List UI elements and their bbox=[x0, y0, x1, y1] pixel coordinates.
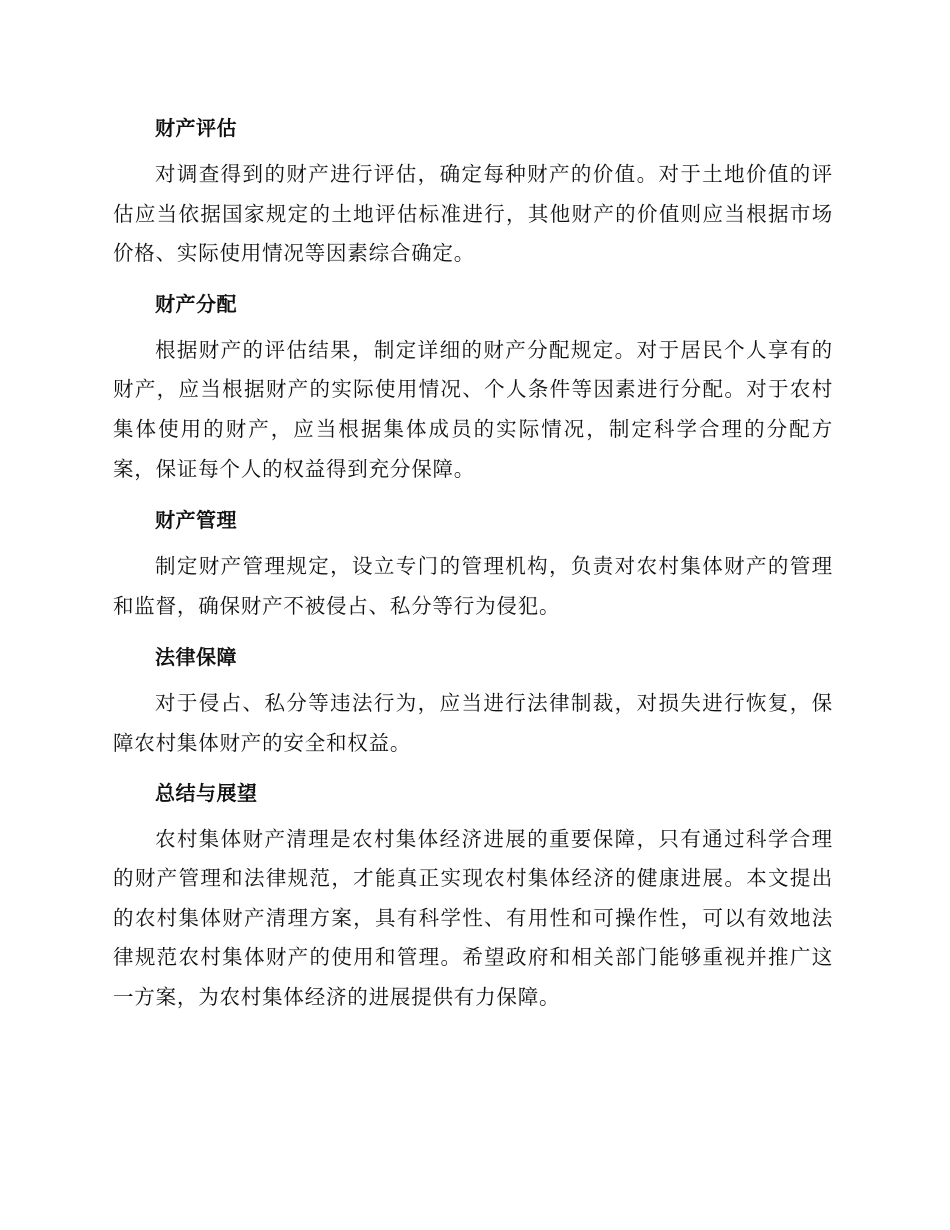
section-heading: 财产管理 bbox=[155, 508, 237, 533]
section-legal-protection bbox=[113, 637, 833, 763]
section-summary-outlook bbox=[113, 773, 833, 1018]
section-property-distribution bbox=[113, 284, 833, 489]
section-heading: 财产分配 bbox=[155, 291, 237, 316]
section-property-assessment bbox=[113, 108, 833, 274]
section-heading: 总结与展望 bbox=[155, 780, 258, 805]
section-heading: 法律保障 bbox=[155, 645, 237, 670]
document-body bbox=[113, 108, 833, 1025]
section-paragraph: 对调查得到的财产进行评估，确定每种财产的价值。对于土地价值的评估应当依据国家规定的土地评估标准进行，其他财产的价值则应当根据市场价格、实际使用情况等因素综合确定。 bbox=[113, 162, 833, 266]
section-paragraph: 农村集体财产清理是农村集体经济进展的重要保障，只有通过科学合理的财产管理和法律规范，才能真正实现农村集体经济的健康进展。本文提出的农村集体财产清理方案，具有科学性、有用性和可操作性，可以有效地法律规范农村集体财产的使用和管理。希望政府和相关部门能够重视并推广这一方案，为农村集体经济的进展提供有力保障。 bbox=[113, 826, 833, 1009]
section-paragraph: 对于侵占、私分等违法行为，应当进行法律制裁，对损失进行恢复，保障农村集体财产的安全和权益。 bbox=[113, 691, 833, 755]
section-paragraph: 制定财产管理规定，设立专门的管理机构，负责对农村集体财产的管理和监督，确保财产不被侵占、私分等行为侵犯。 bbox=[113, 554, 833, 618]
section-property-management bbox=[113, 500, 833, 626]
section-heading: 财产评估 bbox=[155, 116, 237, 140]
section-paragraph: 根据财产的评估结果，制定详细的财产分配规定。对于居民个人享有的财产，应当根据财产的实际使用情况、个人条件等因素进行分配。对于农村集体使用的财产，应当根据集体成员的实际情况，制定科学合理的分配方案，保证每个人的权益得到充分保障。 bbox=[113, 337, 833, 481]
